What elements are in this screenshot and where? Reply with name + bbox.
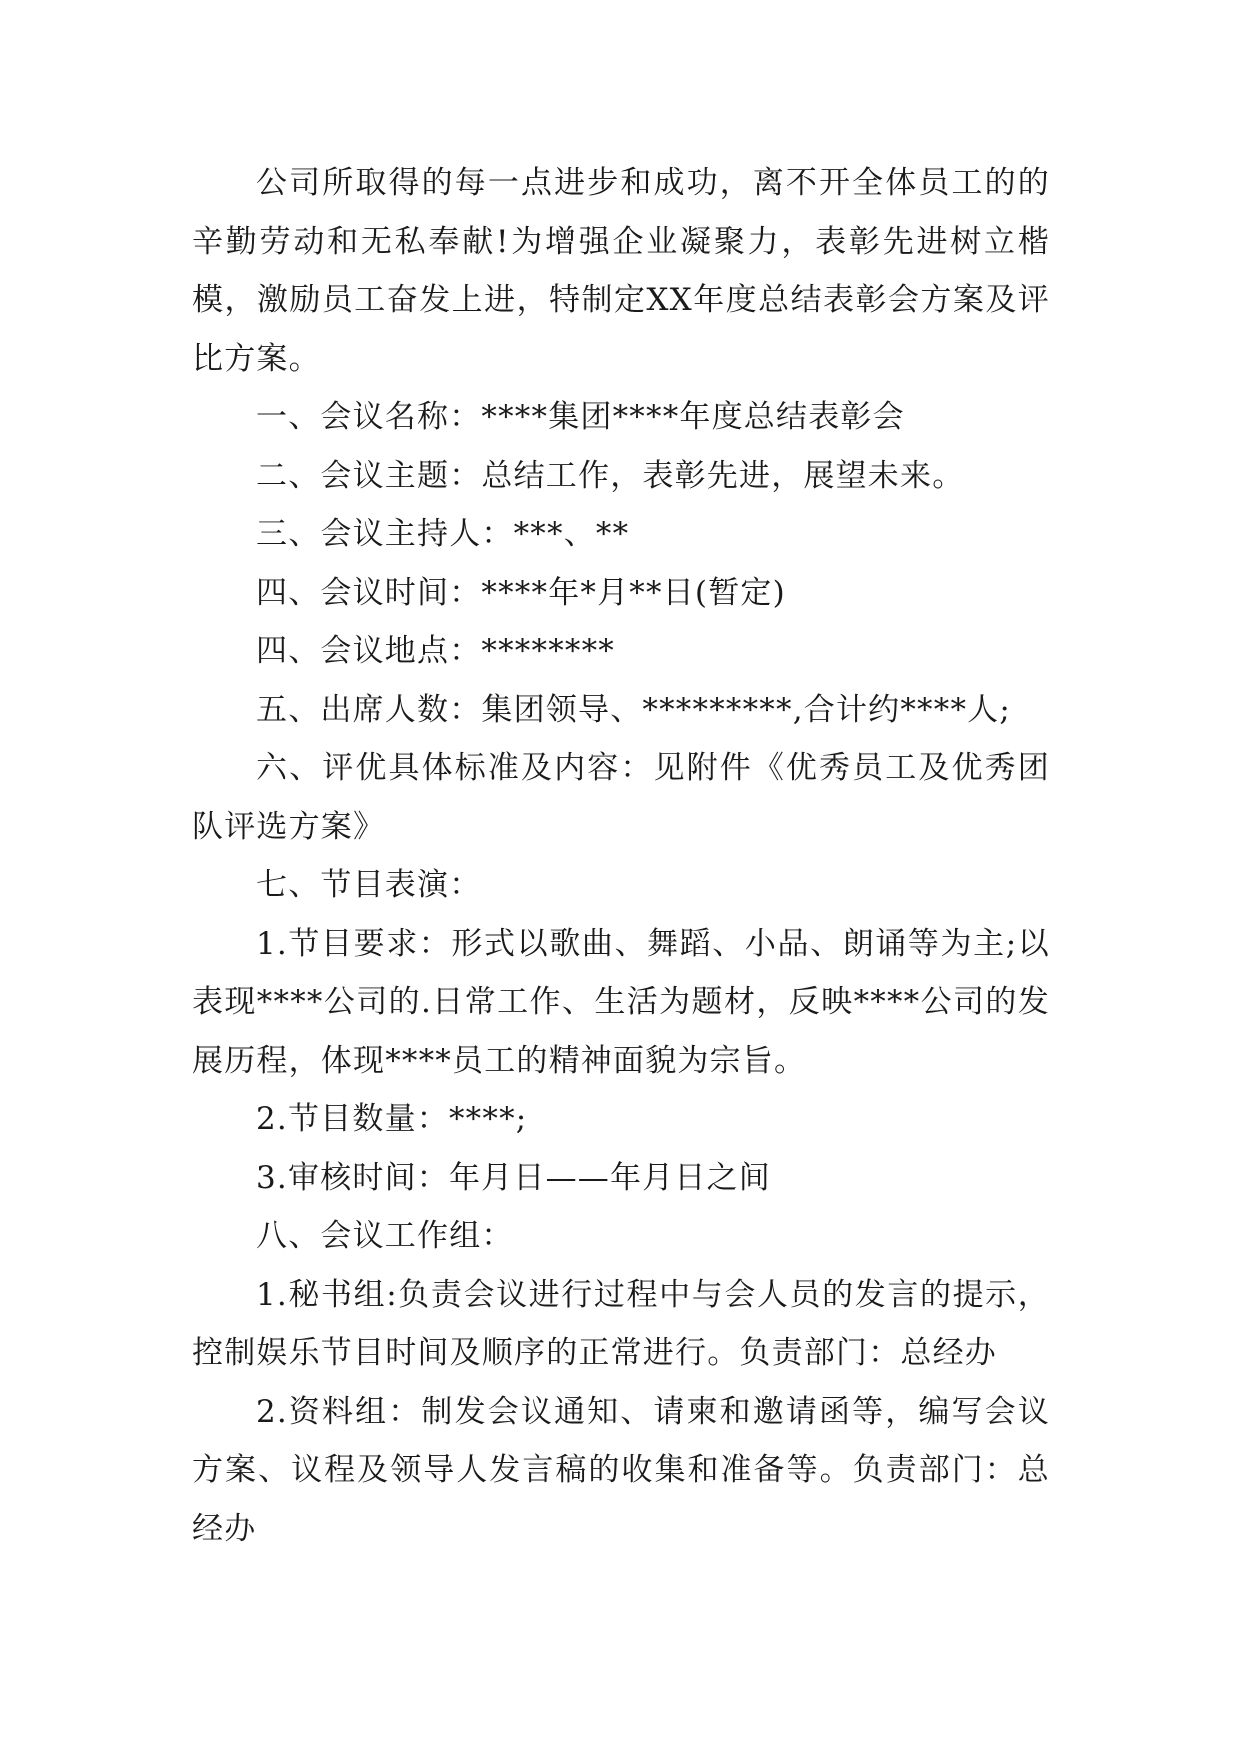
materials-group-item: 2.资料组：制发会议通知、请柬和邀请函等，编写会议方案、议程及领导人发言稿的收集和准备等。负责部门：总经办 (192, 1393, 1050, 1547)
document-body (192, 154, 1050, 1558)
intro-paragraph: 公司所取得的每一点进步和成功，离不开全体员工的的辛勤劳动和无私奉献!为增强企业凝聚力，表彰先进树立楷模，激励员工奋发上进，特制定XX年度总结表彰会方案及评比方案。 (192, 165, 1050, 377)
program-count-item: 2.节目数量：****; (256, 1101, 528, 1137)
program-requirement-item: 1.节目要求：形式以歌曲、舞蹈、小品、朗诵等为主;以表现****公司的.日常工作、生活为题材，反映****公司的发展历程，体现****员工的精神面貌为宗旨。 (192, 925, 1050, 1079)
meeting-theme-item: 二、会议主题：总结工作，表彰先进，展望未来。 (256, 457, 965, 494)
evaluation-criteria-item: 六、评优具体标准及内容：见附件《优秀员工及优秀团队评选方案》 (192, 750, 1050, 845)
secretary-group-item: 1.秘书组:负责会议进行过程中与会人员的发言的提示，控制娱乐节目时间及顺序的正常进行。负责部门：总经办 (192, 1276, 1050, 1371)
attendance-item: 五、出席人数：集团领导、*********,合计约****人; (256, 691, 1011, 728)
review-time-item: 3.审核时间：年月日——年月日之间 (256, 1159, 771, 1196)
program-performance-heading: 七、节目表演： (256, 867, 482, 903)
meeting-host-item: 三、会议主持人：***、** (256, 516, 630, 552)
working-group-heading: 八、会议工作组： (256, 1218, 514, 1254)
meeting-name-item: 一、会议名称：****集团****年度总结表彰会 (256, 399, 905, 435)
meeting-venue-item: 四、会议地点：******** (256, 633, 615, 669)
meeting-time-item: 四、会议时间：****年*月**日(暂定) (256, 574, 786, 611)
